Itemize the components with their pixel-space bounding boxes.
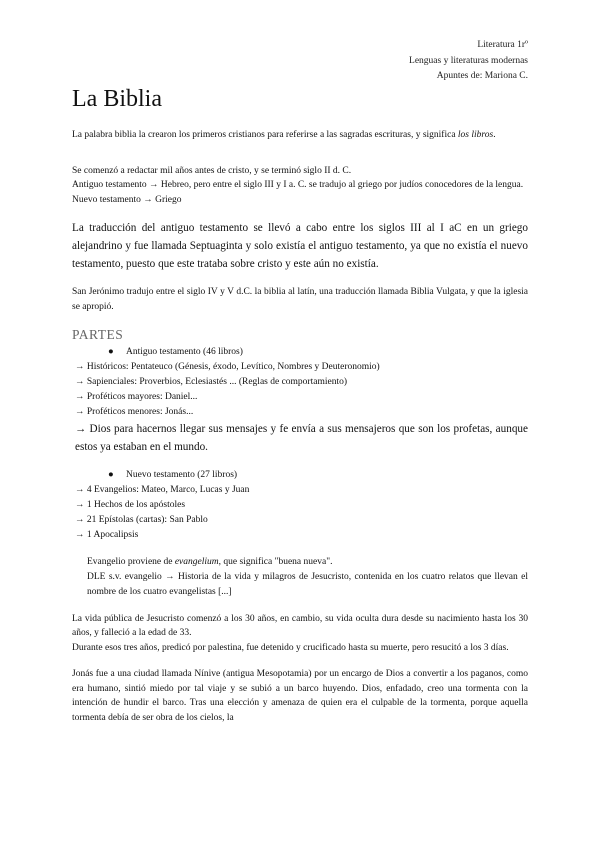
document-body xyxy=(72,128,528,725)
bullet-label: Antiguo testamento (46 libros) xyxy=(126,346,243,357)
vulgata-paragraph: San Jerónimo tradujo entre el siglo IV y V d.C. la biblia al latín, una traducción llamada Biblia Vulgata, y que la iglesia se apropió. xyxy=(72,287,528,312)
page-title: La Biblia xyxy=(72,86,162,112)
vida-line: La vida pública de Jesucristo comenzó a los 30 años, en cambio, su vida oculta dura desde su nacimiento hasta los 30 años, y falleció a la edad de 33. xyxy=(72,613,528,638)
bullet-nuevo xyxy=(72,468,528,483)
jonas-paragraph: Jonás fue a una ciudad llamada Nínive (antigua Mesopotamia) por un encargo de Dios a convertir a los paganos, como era humano, sintió miedo por tal viaje y se subió a un barco huyendo. Dios, enfadado, creo una tormenta con la intención de hundir el barco. Tras una elección y amenaza de quien era el culpable de la tormenta, porque aquella tormenta debía de ser obra de los cielos, la xyxy=(72,669,528,723)
bullet-dot: ● xyxy=(108,346,114,357)
bullet-antiguo xyxy=(72,345,528,360)
dle-definition: DLE s.v. evangelio → Historia de la vida y milagros de Jesucristo, contenida en los cuatro relatos que llevan el nombre de los cuatro evangelistas [...] xyxy=(87,571,528,597)
section-heading-partes: PARTES xyxy=(72,327,124,342)
history-line: Se comenzó a redactar mil años antes de cristo, y se terminó siglo II d. C. xyxy=(72,165,352,176)
list-item: → 4 Evangelios: Mateo, Marco, Lucas y Juan xyxy=(75,484,250,495)
bullet-label: Nuevo testamento (27 libros) xyxy=(126,469,238,480)
evangelio-definition xyxy=(72,555,528,570)
list-item-profetas: → Dios para hacernos llegar sus mensajes y fe envía a sus mensajeros que son los profetas, aunque estos ya estaban en el mundo. xyxy=(75,422,528,453)
intro-text: La palabra biblia la crearon los primeros cristianos para referirse a las sagradas escrituras, y significa xyxy=(72,130,458,140)
history-line: Antiguo testamento → Hebreo, pero entre el siglo III y I a. C. se tradujo al griego por judíos conocedores de la lengua. xyxy=(72,180,524,190)
intro-paragraph xyxy=(72,128,528,143)
list-item: → 21 Epístolas (cartas): San Pablo xyxy=(75,514,208,525)
list-item: → 1 Hechos de los apóstoles xyxy=(75,499,186,510)
vida-block xyxy=(72,612,528,656)
intro-end: . xyxy=(493,130,496,140)
list-item: → Proféticos menores: Jonás... xyxy=(75,406,194,417)
evangelio-post: , que significa "buena nueva". xyxy=(218,556,333,567)
history-block xyxy=(72,164,528,208)
header-subject: Lenguas y literaturas modernas xyxy=(409,55,528,66)
list-item: → Sapienciales: Proverbios, Eclesiastés ... (Reglas de comportamiento) xyxy=(75,376,347,387)
evangelio-block xyxy=(72,555,528,600)
list-item: → Históricos: Pentateuco (Génesis, éxodo, Levítico, Nombres y Deuteronomio) xyxy=(75,361,380,372)
history-line: Nuevo testamento → Griego xyxy=(72,194,182,205)
evangelio-italic: evangelium xyxy=(174,556,219,567)
header-author: Apuntes de: Mariona C. xyxy=(436,71,528,81)
list-item: → 1 Apocalipsis xyxy=(75,529,139,540)
septuaginta-paragraph: La traducción del antiguo testamento se llevó a cabo entre los siglos III al I aC en un griego alejandrino y fue llamada Septuaginta y solo existía el antiguo testamento, ya que no existía el nuevo testamento, puesto que este trataba sobre cristo y este aún no existía. xyxy=(72,222,528,270)
bullet-dot: ● xyxy=(108,469,114,480)
intro-italic: los libros xyxy=(457,130,494,140)
list-item: → Proféticos mayores: Daniel... xyxy=(75,391,198,402)
vida-line: Durante esos tres años, predicó por palestina, fue detenido y crucificado hasta su muerte, pero resucitó a los 3 días. xyxy=(72,642,509,653)
header-course: Literatura 1rº xyxy=(477,40,528,50)
evangelio-pre: Evangelio proviene de xyxy=(87,556,175,567)
page-header xyxy=(409,38,528,85)
